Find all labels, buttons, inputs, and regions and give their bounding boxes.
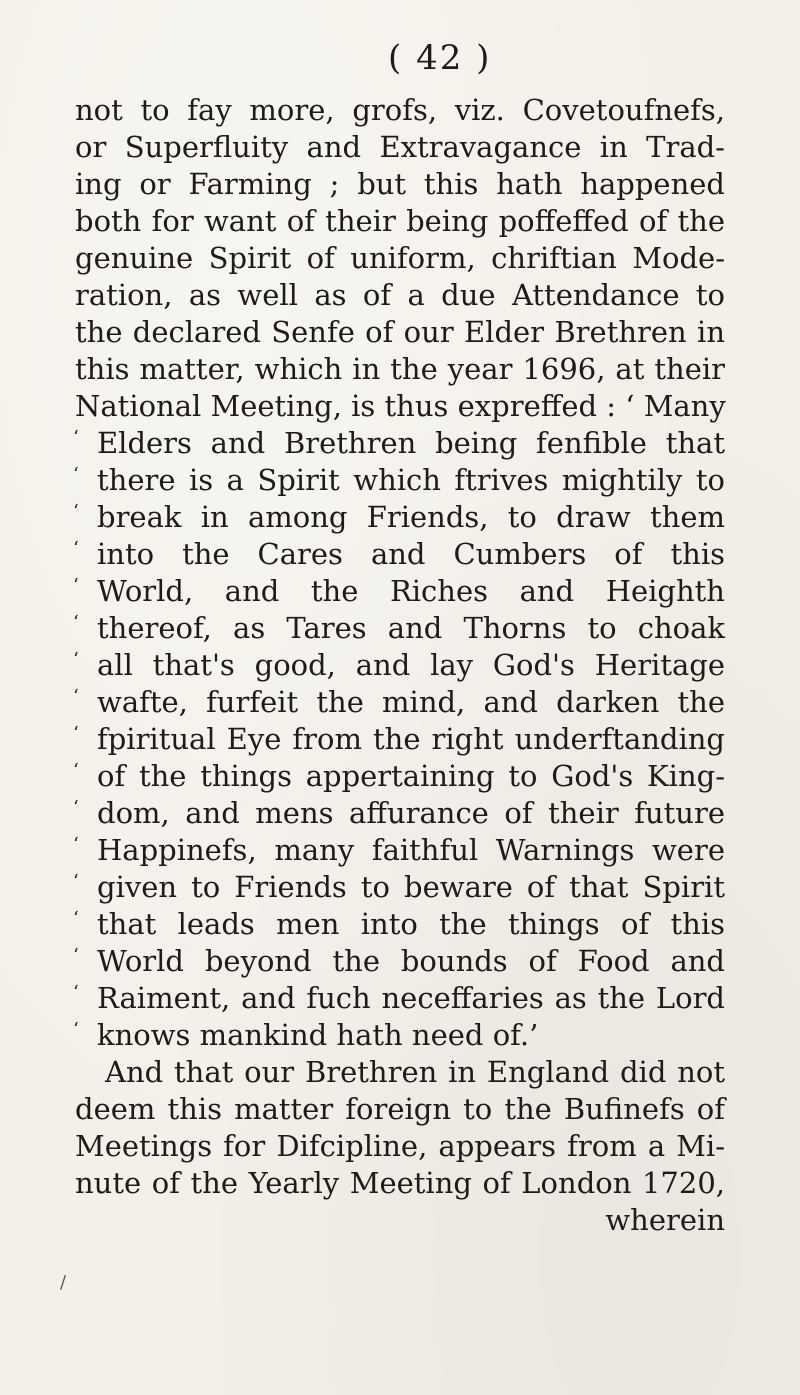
text-line-content: deem this matter foreign to the Bufinefs of [75, 1092, 725, 1126]
text-line [75, 462, 725, 499]
text-line-content: break in among Friends, to draw them [97, 500, 725, 534]
marginal-quote-mark: ‘ [73, 575, 79, 596]
marginal-quote-mark: ‘ [73, 649, 79, 670]
marginal-quote-mark: ‘ [73, 760, 79, 781]
text-line-content: And that our Brethren in England did not [105, 1055, 725, 1089]
text-line-content: not to fay more, grofs, viz. Covetoufnefs, [75, 93, 725, 127]
text-line [75, 647, 725, 684]
marginal-quote-mark: ‘ [73, 612, 79, 633]
text-line [75, 721, 725, 758]
text-line-content: wafte, furfeit the mind, and darken the [97, 685, 725, 719]
text-line-content: this matter, which in the year 1696, at their [75, 352, 725, 386]
marginal-quote-mark: ‘ [73, 982, 79, 1003]
text-line-content: into the Cares and Cumbers of this [97, 537, 725, 571]
text-line-content: knows mankind hath need of.’ [97, 1018, 539, 1052]
text-line [75, 573, 725, 610]
page-number: ( 42 ) [388, 38, 492, 78]
text-line [75, 906, 725, 943]
text-line [75, 129, 725, 166]
text-line [75, 610, 725, 647]
marginal-quote-mark: ‘ [73, 464, 79, 485]
text-line-content: both for want of their being poffeffed of the [75, 204, 725, 238]
text-line-content: fpiritual Eye from the right underftanding [97, 722, 725, 756]
text-line-content: ration, as well as of a due Attendance to [75, 278, 725, 312]
text-line [75, 1165, 725, 1202]
marginal-quote-mark: ‘ [73, 871, 79, 892]
text-line [75, 425, 725, 462]
text-line [75, 351, 725, 388]
text-line-content: there is a Spirit which ftrives mightily to [97, 463, 725, 497]
marginal-quote-mark: ‘ [73, 427, 79, 448]
text-line [75, 795, 725, 832]
text-line-content: nute of the Yearly Meeting of London 1720, [75, 1166, 725, 1200]
text-line [75, 1091, 725, 1128]
text-line [75, 277, 725, 314]
marginal-quote-mark: ‘ [73, 1019, 79, 1040]
text-line [75, 240, 725, 277]
text-line [75, 684, 725, 721]
text-line [75, 166, 725, 203]
text-line [75, 980, 725, 1017]
text-line [75, 832, 725, 869]
text-line-content: World beyond the bounds of Food and [97, 944, 725, 978]
text-line [75, 314, 725, 351]
text-line-content: ing or Farming ; but this hath happened [75, 167, 725, 201]
text-line-content: Happinefs, many faithful Warnings were [97, 833, 725, 867]
marginal-quote-mark: ‘ [73, 723, 79, 744]
marginal-quote-mark: ‘ [73, 945, 79, 966]
marginal-quote-mark: ‘ [73, 834, 79, 855]
text-line [75, 388, 725, 425]
text-line [75, 536, 725, 573]
text-line [75, 1017, 725, 1054]
text-line-content: genuine Spirit of uniform, chriftian Mode- [75, 241, 725, 275]
text-line [75, 499, 725, 536]
text-line [75, 943, 725, 980]
text-line [75, 1054, 725, 1091]
text-line-content: of the things appertaining to God's King- [97, 759, 725, 793]
text-line [75, 1128, 725, 1165]
text-line-content: National Meeting, is thus expreffed : ‘ Many [75, 389, 726, 423]
text-line-content: Elders and Brethren being fenfible that [97, 426, 725, 460]
margin-mark: / [60, 1272, 67, 1293]
text-line-content: thereof, as Tares and Thorns to choak [97, 611, 725, 645]
marginal-quote-mark: ‘ [73, 501, 79, 522]
marginal-quote-mark: ‘ [73, 686, 79, 707]
text-line [75, 203, 725, 240]
text-line-content: given to Friends to beware of that Spirit [97, 870, 725, 904]
text-line-content: all that's good, and lay God's Heritage [97, 648, 725, 682]
text-line [75, 1202, 725, 1239]
body-text [75, 92, 725, 1239]
text-line-content: World, and the Riches and Heighth [97, 574, 725, 608]
text-line-content: Meetings for Difcipline, appears from a Mi- [75, 1129, 725, 1163]
text-line-content: that leads men into the things of this [97, 907, 725, 941]
text-line-content: dom, and mens affurance of their future [97, 796, 725, 830]
text-line [75, 869, 725, 906]
text-line-content: wherein [605, 1203, 725, 1237]
marginal-quote-mark: ‘ [73, 538, 79, 559]
text-line [75, 92, 725, 129]
text-line-content: the declared Senfe of our Elder Brethren in [75, 315, 725, 349]
marginal-quote-mark: ‘ [73, 908, 79, 929]
marginal-quote-mark: ‘ [73, 797, 79, 818]
text-line-content: or Superfluity and Extravagance in Trad- [75, 130, 725, 164]
text-line [75, 758, 725, 795]
text-line-content: Raiment, and fuch neceffaries as the Lord [97, 981, 725, 1015]
